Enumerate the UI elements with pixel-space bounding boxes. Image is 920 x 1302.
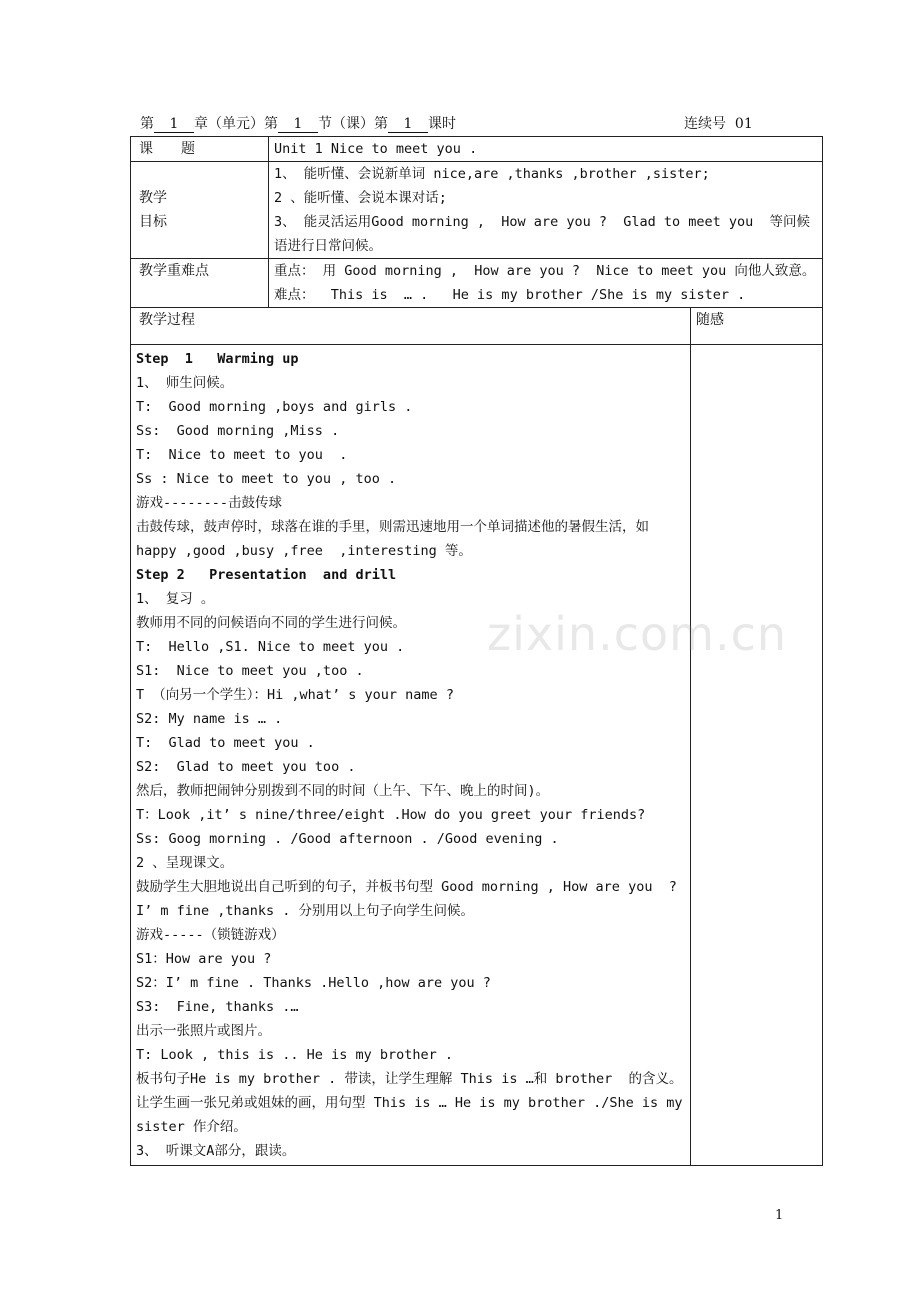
objectives-label (131, 162, 269, 259)
process-line: S2：I’ m fine . Thanks .Hello ,how are you ? (136, 975, 491, 991)
process-line: 鼓励学生大胆地说出自己听到的句子，并板书句型 Good morning , How are you ? I’ m fine ,thanks . 分别用以上句子向学生问候。 (136, 879, 685, 919)
process-line: T: Good morning ,boys and girls . (136, 399, 413, 415)
watermark: zixin.com.cn (487, 607, 788, 661)
process-label: 教学过程 (131, 308, 691, 345)
process-line: S2: My name is … . (136, 711, 283, 727)
objectives-row (131, 162, 823, 259)
process-line: 出示一张照片或图片。 (136, 1023, 271, 1039)
process-line: S3: Fine, thanks .… (136, 999, 299, 1015)
process-line: 游戏-----（锁链游戏） (136, 927, 285, 943)
process-content (131, 345, 691, 1166)
process-line: T: Look , this is .. He is my brother . (136, 1047, 453, 1063)
process-body-row (131, 345, 823, 1166)
process-line: Ss : Nice to meet to you , too . (136, 471, 397, 487)
serial-number (684, 114, 753, 134)
chapter-prefix: 第 (140, 116, 154, 132)
step-heading: Step 2 Presentation and drill (136, 567, 397, 583)
objectives-label-line2: 目标 (139, 214, 167, 230)
process-line: Ss: Good morning ,Miss . (136, 423, 340, 439)
process-line: S2: Glad to meet you too . (136, 759, 356, 775)
objective-item: 3、 能灵活运用Good morning , How are you ? Glad to meet you 等问候语进行日常问候。 (274, 214, 811, 254)
objective-item: 1、 能听懂、会说新单词 nice,are ,thanks ,brother ,sister; (274, 166, 710, 182)
chapter-number: 1 (154, 116, 194, 133)
key-points-row (131, 259, 823, 308)
section-suffix: 节（课）第 (318, 116, 388, 132)
process-line: Ss: Goog morning . /Good afternoon . /Good evening . (136, 831, 559, 847)
objective-item: 2 、能听懂、会说本课对话; (274, 190, 447, 206)
notes-column (691, 345, 823, 1166)
difficulty-point: 难点： This is … . He is my brother /She is my sister . (274, 287, 746, 303)
topic-label: 课 题 (131, 137, 269, 162)
process-line: T: Hello ,S1. Nice to meet you . (136, 639, 405, 655)
page-number: 1 (775, 1208, 784, 1223)
topic-row (131, 137, 823, 162)
process-line: 教师用不同的问候语向不同的学生进行问候。 (136, 615, 406, 631)
objectives-list (269, 162, 823, 259)
key-points-content (269, 259, 823, 308)
process-line: 板书句子He is my brother . 带读，让学生理解 This is …和 brother 的含义。 (136, 1071, 683, 1087)
lesson-header (140, 114, 822, 134)
key-points-label: 教学重难点 (131, 259, 269, 308)
focus-point: 重点： 用 Good morning , How are you ? Nice to meet you 向他人致意。 (274, 263, 816, 279)
process-line: 3、 听课文A部分，跟读。 (136, 1143, 296, 1159)
step-heading: Step 1 Warming up (136, 351, 299, 367)
process-line: T: Glad to meet you . (136, 735, 315, 751)
process-line: 游戏--------击鼓传球 (136, 495, 283, 511)
process-line: 击鼓传球，鼓声停时，球落在谁的手里，则需迅速地用一个单词描述他的暑假生活，如happy ,good ,busy ,free ,interesting 等。 (136, 519, 649, 559)
process-line: T: Nice to meet to you . (136, 447, 348, 463)
process-line: 1、 师生问候。 (136, 375, 234, 391)
process-line: S1: Nice to meet you ,too . (136, 663, 364, 679)
lesson-number: 1 (388, 116, 428, 133)
section-number: 1 (278, 116, 318, 133)
process-line: 让学生画一张兄弟或姐妹的画，用句型 This is … He is my brother ./She is my sister 作介绍。 (136, 1095, 691, 1135)
process-line: 然后，教师把闹钟分别拨到不同的时间（上午、下午、晚上的时间)。 (136, 783, 550, 799)
process-line: 2 、呈现课文。 (136, 855, 234, 871)
process-line: T：Look ,it’ s nine/three/eight .How do you greet your friends? (136, 807, 646, 823)
objectives-label-line1: 教学 (139, 190, 167, 206)
process-line: 1、 复习 。 (136, 591, 215, 607)
lesson-suffix: 课时 (428, 116, 456, 132)
process-line: T （向另一个学生）：Hi ,what’ s your name ? (136, 687, 454, 703)
topic-value: Unit 1 Nice to meet you . (269, 137, 823, 162)
process-line: S1：How are you ? (136, 951, 272, 967)
notes-label: 随感 (691, 308, 823, 345)
process-header-row (131, 308, 823, 345)
serial-value: 01 (734, 116, 753, 132)
chapter-suffix: 章（单元）第 (194, 116, 278, 132)
serial-label: 连续号 (684, 116, 726, 132)
